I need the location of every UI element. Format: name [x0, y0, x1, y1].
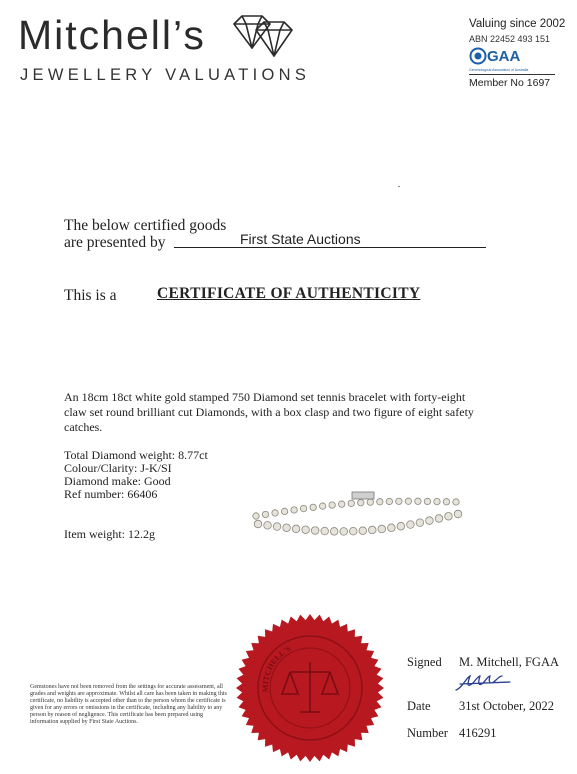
- handwritten-signature: [452, 672, 522, 694]
- bracelet-stone: [368, 526, 376, 534]
- bracelet-stone: [378, 525, 386, 533]
- brand-subtitle: JEWELLERY VALUATIONS: [20, 66, 311, 84]
- bracelet-stone: [377, 499, 383, 505]
- bracelet-stone: [388, 524, 396, 532]
- presented-by-label: are presented by: [64, 234, 166, 251]
- certificate-prefix: This is a: [64, 287, 117, 304]
- gaa-small-text: Gemmological Association of Australia: [469, 68, 529, 72]
- member-label: Member No: [469, 77, 524, 89]
- colour-clarity: Colour/Clarity: J-K/SI: [64, 461, 172, 475]
- item-description: An 18cm 18ct white gold stamped 750 Diamond set tennis bracelet with forty-eight claw set round brilliant cut Diamonds, with a box clasp and two figure of eight safety catches.: [64, 390, 474, 434]
- total-diamond-weight: Total Diamond weight: 8.77ct: [64, 448, 208, 462]
- bracelet-stone: [349, 527, 357, 535]
- bracelet-stone: [443, 499, 449, 505]
- bracelet-stone: [407, 521, 415, 529]
- bracelet-stone: [329, 502, 335, 508]
- item-weight: Item weight: 12.2g: [64, 527, 155, 541]
- bracelet-stone: [310, 504, 316, 510]
- bracelet-stone: [264, 522, 272, 530]
- member-value: 1697: [526, 77, 551, 89]
- bracelet-stone: [415, 498, 421, 504]
- item-specs: [64, 449, 208, 501]
- wax-seal-icon: [234, 612, 386, 764]
- bracelet-stone: [453, 499, 459, 505]
- diamond-logo-icon: [232, 14, 294, 58]
- bracelet-stone: [359, 527, 367, 535]
- bracelet-stone: [319, 503, 325, 509]
- bracelet-stone: [292, 525, 300, 533]
- bracelet-stone: [367, 499, 373, 505]
- bracelet-stone: [348, 500, 354, 506]
- bracelet-stone: [254, 520, 262, 528]
- bracelet-stone: [426, 517, 434, 525]
- bracelet-stone: [291, 507, 297, 513]
- number-value: 416291: [459, 726, 497, 740]
- gaa-logo-text: GAA: [487, 48, 521, 65]
- bracelet-stone: [253, 513, 259, 519]
- member-number: [469, 77, 550, 89]
- bracelet-stone: [454, 510, 462, 518]
- bracelet-stone: [321, 527, 329, 535]
- bracelet-stone: [445, 512, 453, 520]
- bracelet-stone: [262, 511, 268, 517]
- disclaimer-text: Gemstones have not been removed from the settings for accurate assessment, all grades and weights are approximate. Whilst all care has been taken in making this certificate, no liability is accepted other than to the person whom the certificate is given for any errors or omissions in the certificate, including any liability to any person by reason of negligence. This certificate has been prepared using information supplied by First State Auctions.: [30, 684, 227, 725]
- diamond-make: Diamond make: Good: [64, 474, 171, 488]
- presented-by-value: First State Auctions: [174, 232, 486, 248]
- bracelet-stone: [339, 501, 345, 507]
- intro-line: The below certified goods: [64, 217, 227, 234]
- bracelet-stone: [340, 528, 348, 536]
- header-divider: [469, 74, 555, 75]
- bracelet-stone: [405, 498, 411, 504]
- bracelet-stone: [281, 508, 287, 514]
- ref-number: Ref number: 66406: [64, 487, 158, 501]
- bracelet-stone: [358, 499, 364, 505]
- bracelet-clasp: [352, 492, 374, 499]
- bracelet-stone: [386, 498, 392, 504]
- number-label: Number: [407, 726, 448, 740]
- bracelet-stone: [330, 528, 338, 536]
- abn-number: ABN 22452 493 151: [469, 34, 551, 44]
- bracelet-stone: [397, 522, 405, 530]
- bracelet-stone: [302, 526, 310, 534]
- bracelet-photo: [246, 488, 472, 546]
- date-label: Date: [407, 699, 431, 713]
- signed-value: M. Mitchell, FGAA: [459, 655, 559, 669]
- stray-mark: [398, 186, 400, 187]
- seal-text: MITCHELL'S: [260, 644, 293, 693]
- brand-name: Mitchell’s: [18, 12, 206, 58]
- certificate-title: CERTIFICATE OF AUTHENTICITY: [157, 285, 421, 302]
- bracelet-stone: [272, 510, 278, 516]
- signed-label: Signed: [407, 655, 442, 669]
- bracelet-stone: [424, 498, 430, 504]
- bracelet-stone: [283, 524, 291, 532]
- bracelet-stone: [273, 523, 281, 531]
- bracelet-stone: [300, 505, 306, 511]
- bracelet-stone: [434, 498, 440, 504]
- bracelet-stone: [311, 527, 319, 535]
- date-value: 31st October, 2022: [459, 699, 554, 713]
- bracelet-stone: [416, 519, 424, 527]
- bracelet-stone: [396, 498, 402, 504]
- valuing-since: Valuing since 2002: [469, 18, 566, 30]
- bracelet-stone: [435, 515, 443, 523]
